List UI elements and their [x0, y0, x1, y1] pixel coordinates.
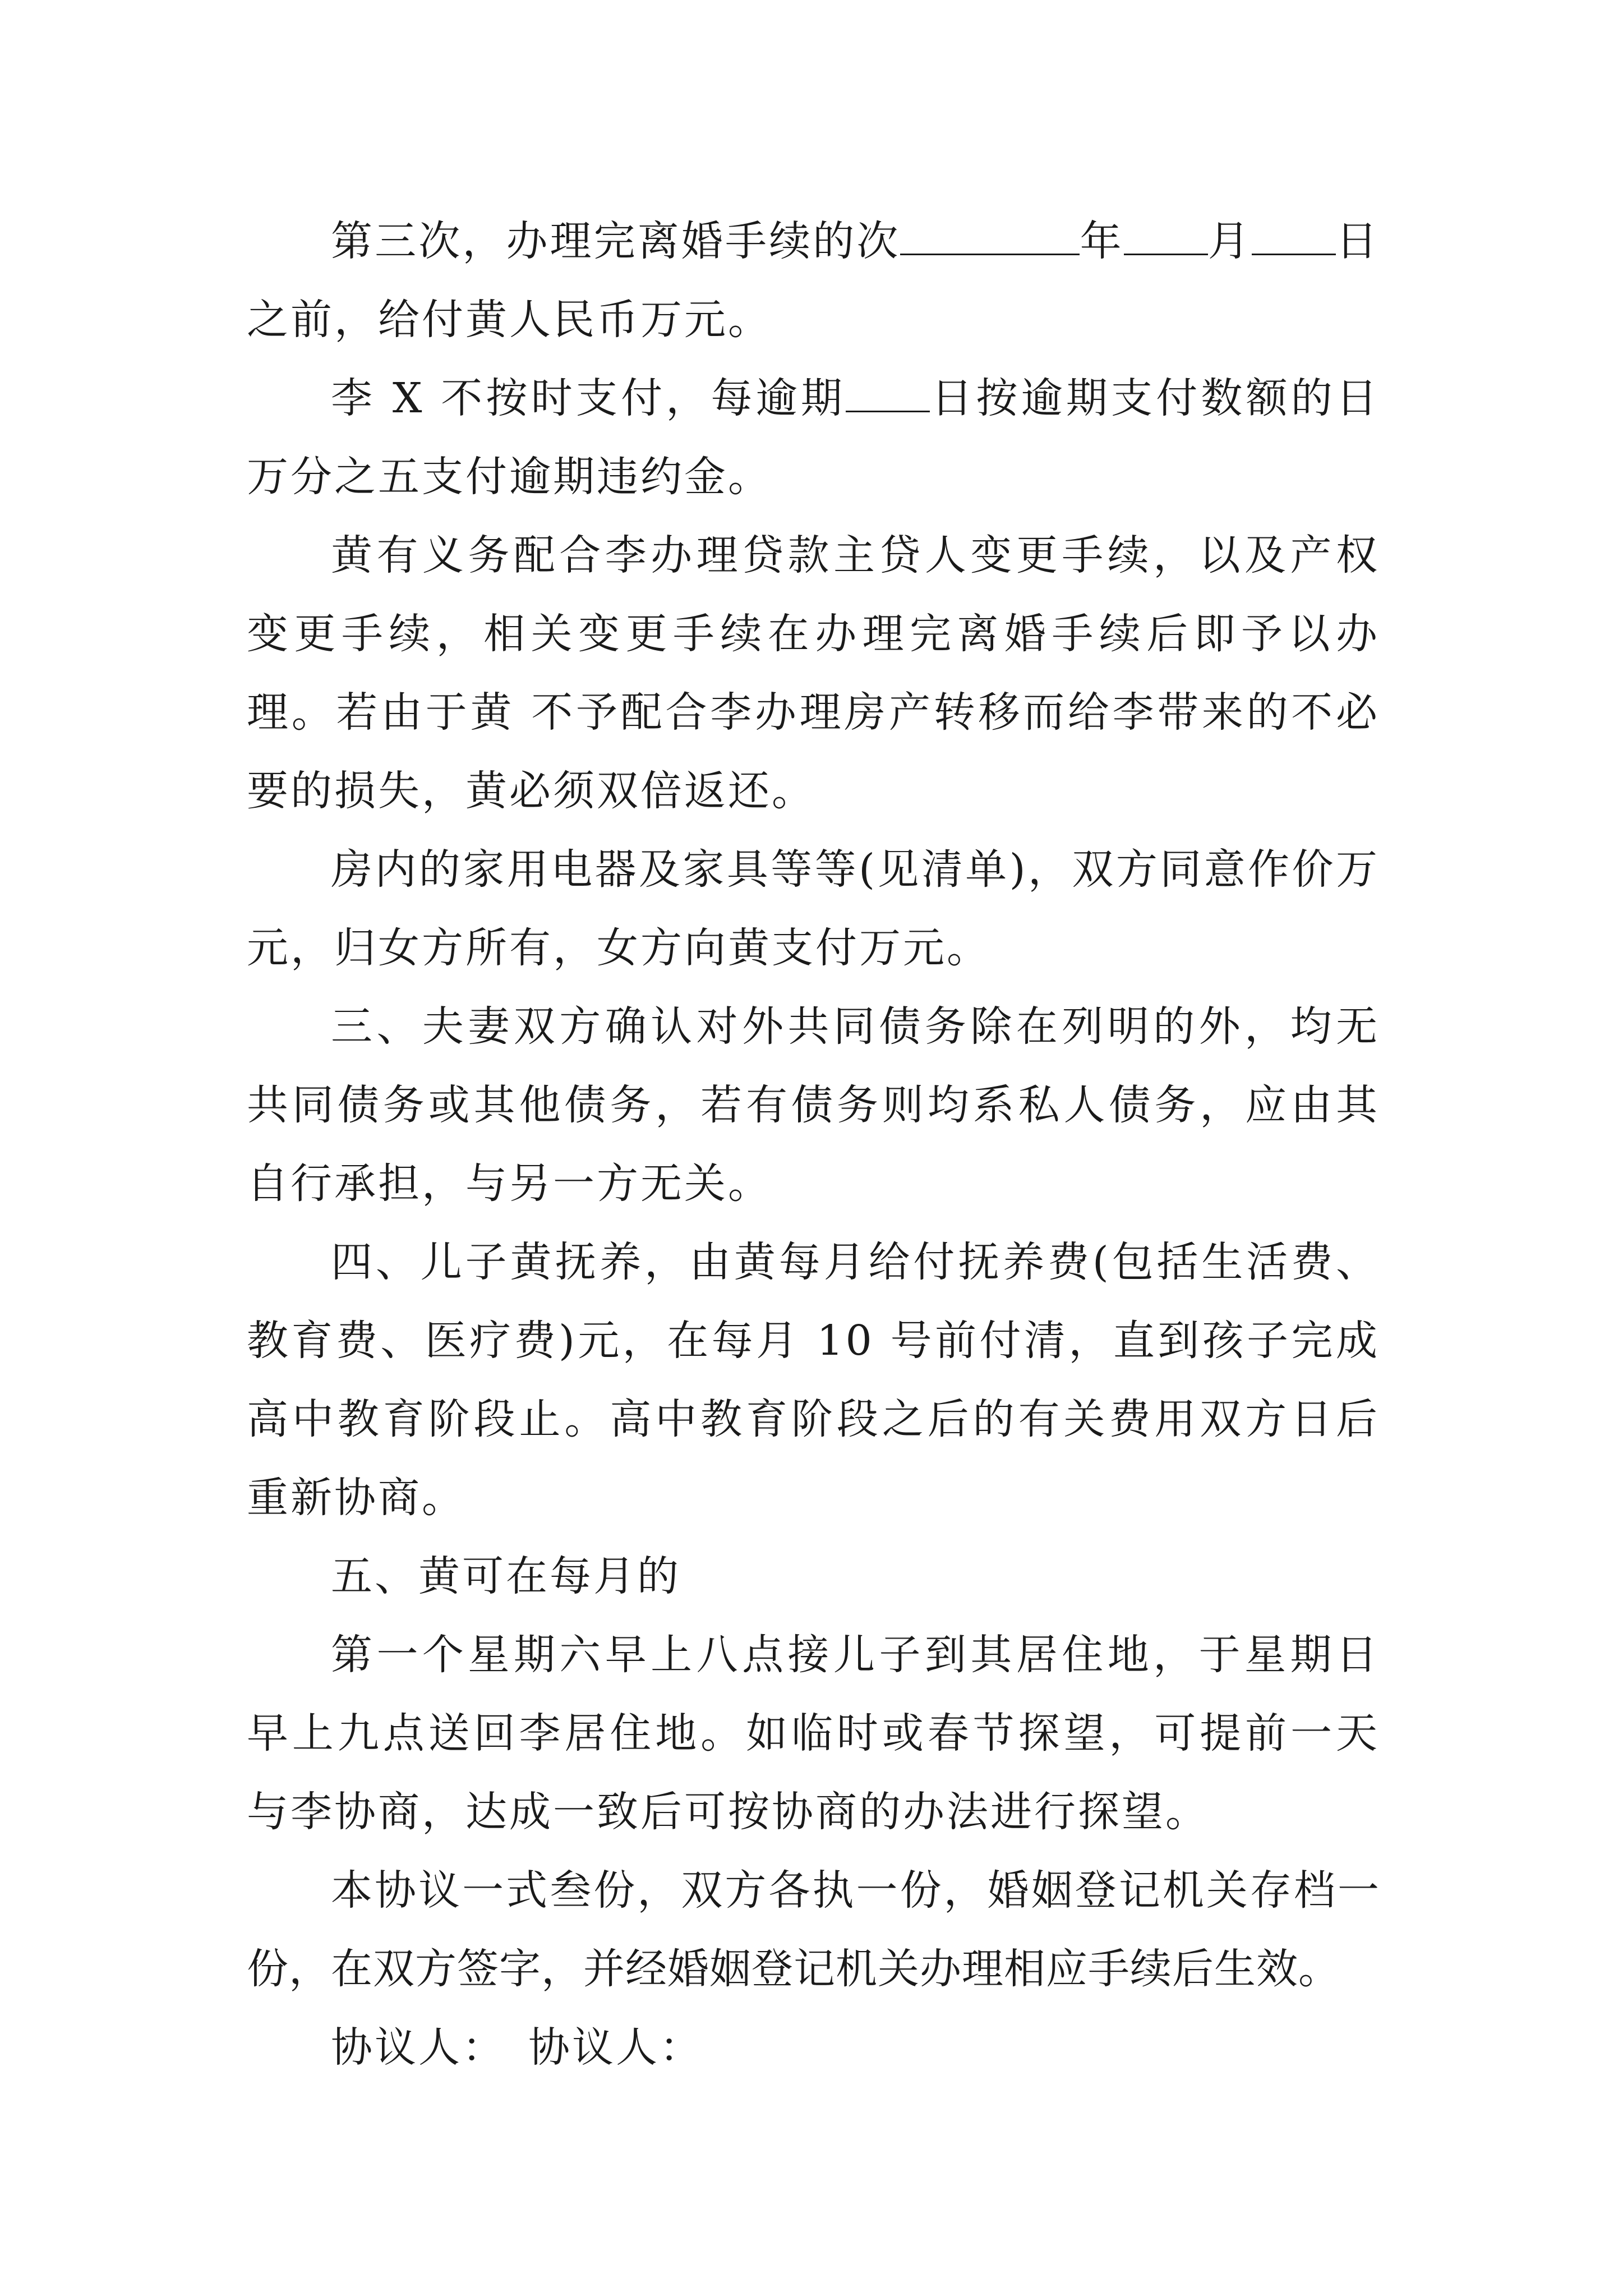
third-payment-text: 第三次，办理完离婚手续的次 [331, 217, 901, 265]
signature-line [247, 2008, 1380, 2087]
paragraph-appliances: 房内的家用电器及家具等等(见清单)，双方同意作价万元，归女方所有，女方向黄支付万元。 [247, 845, 1380, 972]
signatory-label-1: 协议人： [331, 2023, 506, 2072]
overdue-days-blank [846, 371, 930, 412]
paragraph-visitation-heading: 五、黄可在每月的 [331, 1552, 681, 1600]
document-body [247, 202, 1380, 2087]
paragraph-loan-change: 黄有义务配合李办理贷款主贷人变更手续，以及产权变更手续，相关变更手续在办理完离婚手续后即予以办理。若由于黄 不予配合李办理房产转移而给李带来的不必要的损失，黄必须双倍返还。 [247, 531, 1380, 815]
paragraph-third-payment [247, 202, 1380, 359]
month-label: 月 [1207, 217, 1252, 265]
month-blank [1124, 214, 1208, 255]
late-penalty-text-end: 日按逾期支付数额的日万分之五支付逾期违约金。 [247, 374, 1380, 501]
paragraph-child-support: 四、儿子黄抚养，由黄每月给付抚养费(包括生活费、教育费、医疗费)元，在每月 10 号前付清，直到孩子完成高中教育阶段止。高中教育阶段之后的有关费用双方日后重新协商。 [247, 1238, 1380, 1522]
signatory-label-2: 协议人： [528, 2023, 703, 2072]
year-label: 年 [1080, 217, 1124, 265]
paragraph-late-penalty [247, 359, 1380, 516]
late-penalty-text: 李 X 不按时支付，每逾期 [331, 374, 846, 422]
paragraph-debts: 三、夫妻双方确认对外共同债务除在列明的外，均无共同债务或其他债务，若有债务则均系私人债务，应由其自行承担，与另一方无关。 [247, 1002, 1380, 1208]
year-blank [900, 214, 1080, 255]
paragraph-effectiveness: 本协议一式叁份，双方各执一份，婚姻登记机关存档一份，在双方签字，并经婚姻登记机关办理相应手续后生效。 [247, 1866, 1380, 1993]
day-blank [1252, 214, 1336, 255]
paragraph-visitation: 第一个星期六早上八点接儿子到其居住地，于星期日早上九点送回李居住地。如临时或春节探望，可提前一天与李协商，达成一致后可按协商的办法进行探望。 [247, 1631, 1380, 1836]
third-payment-text-end: 日之前，给付黄人民币万元。 [247, 217, 1380, 344]
